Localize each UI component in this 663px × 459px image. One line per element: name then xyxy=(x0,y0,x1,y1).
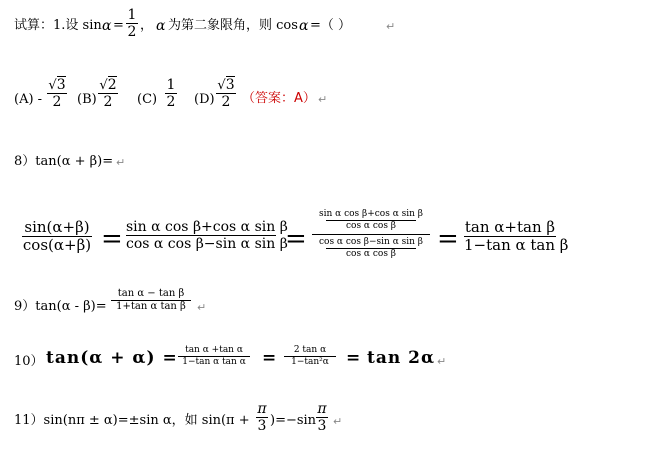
answer-blank: =（ ） xyxy=(310,18,352,33)
inner-numerator: sin α cos β+cos α sin β xyxy=(318,209,423,219)
return-mark-icon: ↵ xyxy=(386,20,396,33)
inner-numerator: cos α cos β−sin α sin β xyxy=(318,237,423,247)
return-mark-icon: ↵ xyxy=(333,415,343,428)
question-prefix: 试算：1.设 sin xyxy=(14,18,102,33)
fraction-2tan xyxy=(284,346,336,367)
denominator: cos(α+β) xyxy=(22,236,92,254)
denominator: 1−tan α tan α xyxy=(182,357,246,367)
fraction-sin-over-cos xyxy=(22,220,92,253)
denominator: 1−tan²α xyxy=(291,357,329,367)
numerator: 1 xyxy=(166,77,176,93)
comma: ， xyxy=(140,18,154,33)
item-11-mid: )=−sin xyxy=(270,413,317,428)
numerator: 2 tan α xyxy=(293,345,327,355)
option-a-fraction xyxy=(47,78,67,109)
item-9-text: 9）tan(α - β)= xyxy=(14,299,107,314)
denominator: 2 xyxy=(127,24,137,40)
return-mark-icon: ↵ xyxy=(437,355,447,368)
numerator: √3 xyxy=(48,77,66,93)
equals-sign: = xyxy=(262,348,277,368)
denominator: cos α cos β−sin α sin β xyxy=(126,236,288,252)
return-mark-icon: ↵ xyxy=(116,156,126,169)
denominator: 1+tan α tan β xyxy=(116,301,186,312)
denominator: 2 xyxy=(52,94,62,110)
fraction-pi-over-3 xyxy=(256,402,268,433)
equals-sign: = xyxy=(346,348,361,368)
compound-denominator xyxy=(312,238,430,259)
numerator: tan α − tan β xyxy=(117,288,185,299)
question-text: 为第二象限角，则 cos xyxy=(168,18,298,33)
radicand: 2 xyxy=(107,77,117,93)
fraction-double-tan xyxy=(178,346,250,367)
radicand: 3 xyxy=(225,77,235,93)
radicand: 3 xyxy=(56,77,66,93)
denominator: 3 xyxy=(317,418,327,434)
denominator: 3 xyxy=(257,418,267,434)
numerator: √2 xyxy=(99,77,117,93)
denominator: 2 xyxy=(221,94,231,110)
option-d-label: (D) xyxy=(194,92,215,107)
numerator: √3 xyxy=(217,77,235,93)
option-b-label: (B) xyxy=(77,92,97,107)
fraction-one-half xyxy=(126,8,138,39)
equals-sign: = xyxy=(285,224,307,254)
item-10-label: 10） xyxy=(14,354,44,369)
option-a-label: (A) - xyxy=(14,92,43,107)
numerator: 1 xyxy=(127,7,137,23)
numerator: π xyxy=(317,401,327,417)
item-11-text: 11）sin(nπ ± α)=±sin α，如 sin(π + xyxy=(14,413,250,428)
fraction-tan-difference xyxy=(111,289,191,312)
return-mark-icon: ↵ xyxy=(197,301,207,314)
option-d-fraction xyxy=(216,78,236,109)
denominator: 1−tan α tan β xyxy=(464,236,569,254)
option-c-fraction xyxy=(165,78,177,109)
numerator: sin(α+β) xyxy=(24,218,90,236)
compound-numerator xyxy=(312,210,430,231)
alpha-symbol: α xyxy=(299,18,309,34)
equals-sign: = xyxy=(437,224,459,254)
equals-sign: = xyxy=(101,224,123,254)
fraction-expanded xyxy=(126,219,288,252)
alpha-symbol: α xyxy=(102,18,112,34)
numerator: π xyxy=(257,401,267,417)
compound-fraction xyxy=(312,210,430,259)
result-tan2a: tan 2α xyxy=(367,348,436,368)
fraction-tan xyxy=(464,218,569,254)
numerator: sin α cos β+cos α sin β xyxy=(126,219,288,235)
inner-denominator: cos α cos β xyxy=(345,249,397,259)
numerator: tan α +tan α xyxy=(185,345,243,355)
main-fraction-bar xyxy=(312,234,430,235)
fraction-pi-over-3 xyxy=(316,402,328,433)
option-c-label: (C) xyxy=(137,92,158,107)
item-8-text: 8）tan(α + β)= xyxy=(14,154,114,169)
alpha-symbol: α xyxy=(156,18,166,34)
equals-sign: = xyxy=(113,18,124,33)
inner-denominator: cos α cos β xyxy=(345,221,397,231)
item-10-expr: tan(α + α) = xyxy=(46,348,178,368)
denominator: 2 xyxy=(103,94,113,110)
denominator: 2 xyxy=(166,94,176,110)
answer-note: （答案：A） xyxy=(242,91,316,106)
option-b-fraction xyxy=(98,78,118,109)
numerator: tan α+tan β xyxy=(464,218,556,236)
return-mark-icon: ↵ xyxy=(318,93,328,106)
